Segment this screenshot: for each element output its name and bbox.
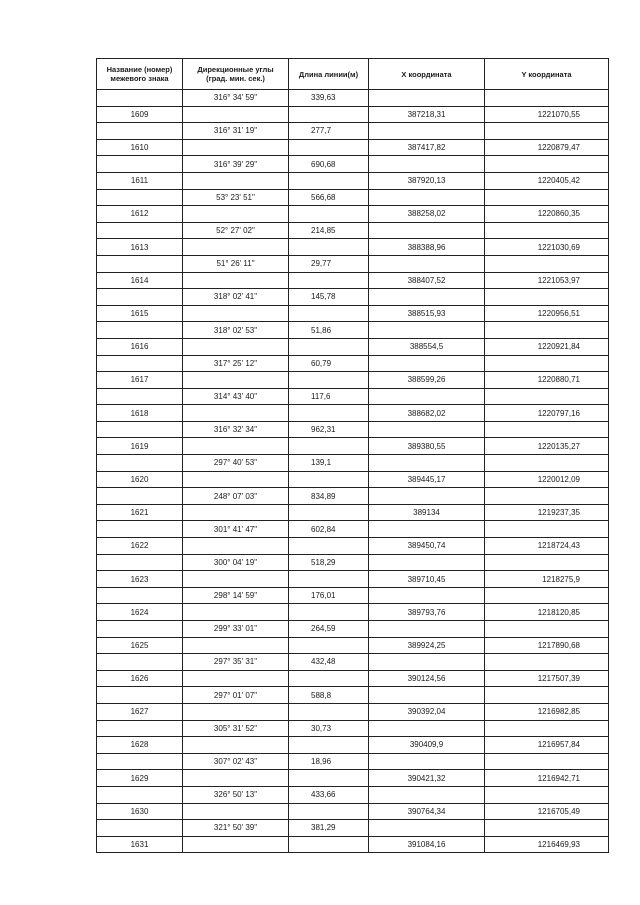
direction-angle-cell: [183, 438, 289, 455]
table-row: [97, 471, 609, 488]
line-length-cell: [289, 405, 369, 422]
table-row: [97, 388, 609, 405]
direction-angle-cell: 317° 25' 12": [183, 355, 289, 372]
x-coordinate-cell: [369, 753, 485, 770]
table-row: [97, 836, 609, 853]
direction-angle-cell: [183, 836, 289, 853]
table-row: [97, 571, 609, 588]
mark-name-cell: 1625: [97, 637, 183, 654]
line-length-cell: [289, 106, 369, 123]
y-coordinate-cell: [485, 753, 609, 770]
direction-angle-cell: [183, 338, 289, 355]
direction-angle-cell: 316° 39' 29": [183, 156, 289, 173]
mark-name-cell: 1623: [97, 571, 183, 588]
line-length-cell: [289, 770, 369, 787]
table-row: [97, 687, 609, 704]
direction-angle-cell: 51° 26' 11": [183, 255, 289, 272]
y-coordinate-cell: 1221053,97: [485, 272, 609, 289]
direction-angle-cell: [183, 372, 289, 389]
direction-angle-cell: 297° 40' 53": [183, 455, 289, 472]
direction-angle-cell: [183, 803, 289, 820]
x-coordinate-cell: [369, 90, 485, 107]
y-coordinate-cell: [485, 820, 609, 837]
direction-angle-cell: [183, 604, 289, 621]
x-coordinate-cell: 389793,76: [369, 604, 485, 621]
y-coordinate-cell: 1220135,27: [485, 438, 609, 455]
line-length-cell: 51,86: [289, 322, 369, 339]
table-row: [97, 621, 609, 638]
x-coordinate-cell: 388515,93: [369, 305, 485, 322]
direction-angle-cell: [183, 272, 289, 289]
y-coordinate-cell: [485, 322, 609, 339]
y-coordinate-cell: [485, 421, 609, 438]
x-coordinate-cell: 390764,34: [369, 803, 485, 820]
mark-name-cell: [97, 654, 183, 671]
boundary-coordinates-table: [96, 58, 609, 853]
mark-name-cell: 1627: [97, 703, 183, 720]
x-coordinate-cell: [369, 587, 485, 604]
mark-name-cell: 1621: [97, 504, 183, 521]
direction-angle-cell: [183, 504, 289, 521]
table-row: [97, 90, 609, 107]
table-row: [97, 239, 609, 256]
line-length-cell: 566,68: [289, 189, 369, 206]
mark-name-cell: 1616: [97, 338, 183, 355]
table-row: [97, 587, 609, 604]
table-row: [97, 803, 609, 820]
y-coordinate-cell: 1220012,09: [485, 471, 609, 488]
direction-angle-cell: 305° 31' 52": [183, 720, 289, 737]
mark-name-cell: [97, 222, 183, 239]
mark-name-cell: 1624: [97, 604, 183, 621]
x-coordinate-cell: [369, 255, 485, 272]
y-coordinate-cell: 1218724,43: [485, 538, 609, 555]
x-coordinate-cell: [369, 322, 485, 339]
x-coordinate-cell: [369, 521, 485, 538]
x-coordinate-cell: 388554,5: [369, 338, 485, 355]
direction-angle-cell: 52° 27' 02": [183, 222, 289, 239]
line-length-cell: [289, 338, 369, 355]
line-length-cell: 381,29: [289, 820, 369, 837]
mark-name-cell: 1619: [97, 438, 183, 455]
table-row: [97, 123, 609, 140]
y-coordinate-cell: 1220879,47: [485, 139, 609, 156]
direction-angle-cell: 318° 02' 53": [183, 322, 289, 339]
y-coordinate-cell: [485, 488, 609, 505]
x-coordinate-cell: 390409,9: [369, 737, 485, 754]
x-coordinate-cell: [369, 488, 485, 505]
x-coordinate-cell: 389445,17: [369, 471, 485, 488]
line-length-cell: 962,31: [289, 421, 369, 438]
mark-name-cell: 1630: [97, 803, 183, 820]
direction-angle-cell: 318° 02' 41": [183, 289, 289, 306]
line-length-cell: 518,29: [289, 554, 369, 571]
x-coordinate-cell: [369, 189, 485, 206]
direction-angle-cell: [183, 571, 289, 588]
line-length-cell: 690,68: [289, 156, 369, 173]
mark-name-cell: 1611: [97, 172, 183, 189]
direction-angle-cell: 316° 34' 59": [183, 90, 289, 107]
mark-name-cell: [97, 720, 183, 737]
table-row: [97, 289, 609, 306]
x-coordinate-cell: [369, 388, 485, 405]
mark-name-cell: [97, 687, 183, 704]
mark-name-cell: 1628: [97, 737, 183, 754]
direction-angle-cell: [183, 770, 289, 787]
mark-name-cell: [97, 388, 183, 405]
y-coordinate-cell: [485, 156, 609, 173]
mark-name-cell: [97, 123, 183, 140]
table-row: [97, 106, 609, 123]
table-row: [97, 272, 609, 289]
y-coordinate-cell: 1218120,85: [485, 604, 609, 621]
direction-angle-cell: 301° 41' 47": [183, 521, 289, 538]
y-coordinate-cell: [485, 521, 609, 538]
line-length-cell: [289, 305, 369, 322]
x-coordinate-cell: [369, 654, 485, 671]
mark-name-cell: [97, 421, 183, 438]
mark-name-cell: 1614: [97, 272, 183, 289]
table-row: [97, 703, 609, 720]
table-row: [97, 504, 609, 521]
x-coordinate-cell: [369, 222, 485, 239]
x-coordinate-cell: [369, 687, 485, 704]
table-row: [97, 538, 609, 555]
line-length-cell: [289, 803, 369, 820]
x-coordinate-cell: 389924,25: [369, 637, 485, 654]
y-coordinate-cell: [485, 720, 609, 737]
mark-name-cell: [97, 156, 183, 173]
line-length-cell: 264,59: [289, 621, 369, 638]
direction-angle-cell: 307° 02' 43": [183, 753, 289, 770]
direction-angle-cell: 300° 04' 19": [183, 554, 289, 571]
table-row: [97, 255, 609, 272]
y-coordinate-cell: 1220880,71: [485, 372, 609, 389]
y-coordinate-cell: 1217507,39: [485, 670, 609, 687]
y-coordinate-cell: 1216942,71: [485, 770, 609, 787]
mark-name-cell: 1613: [97, 239, 183, 256]
x-coordinate-cell: [369, 156, 485, 173]
line-length-cell: 834,89: [289, 488, 369, 505]
header-line-length: Длина линии(м): [289, 59, 369, 90]
line-length-cell: [289, 604, 369, 621]
table-row: [97, 222, 609, 239]
y-coordinate-cell: [485, 123, 609, 140]
y-coordinate-cell: [485, 621, 609, 638]
line-length-cell: 432,48: [289, 654, 369, 671]
table-body: [97, 90, 609, 853]
direction-angle-cell: [183, 637, 289, 654]
mark-name-cell: 1609: [97, 106, 183, 123]
mark-name-cell: [97, 753, 183, 770]
mark-name-cell: 1620: [97, 471, 183, 488]
x-coordinate-cell: 389380,55: [369, 438, 485, 455]
x-coordinate-cell: [369, 455, 485, 472]
header-direction-angle: Дирекционные углы (град. мин. сек.): [183, 59, 289, 90]
direction-angle-cell: [183, 737, 289, 754]
line-length-cell: 139,1: [289, 455, 369, 472]
table-row: [97, 372, 609, 389]
y-coordinate-cell: 1221030,69: [485, 239, 609, 256]
x-coordinate-cell: [369, 421, 485, 438]
line-length-cell: 433,66: [289, 786, 369, 803]
x-coordinate-cell: 389134: [369, 504, 485, 521]
mark-name-cell: 1615: [97, 305, 183, 322]
table-row: [97, 820, 609, 837]
direction-angle-cell: [183, 172, 289, 189]
table-row: [97, 139, 609, 156]
x-coordinate-cell: [369, 621, 485, 638]
y-coordinate-cell: 1216957,84: [485, 737, 609, 754]
mark-name-cell: [97, 587, 183, 604]
table-row: [97, 172, 609, 189]
direction-angle-cell: 316° 31' 19": [183, 123, 289, 140]
direction-angle-cell: 326° 50' 13": [183, 786, 289, 803]
y-coordinate-cell: [485, 455, 609, 472]
line-length-cell: 214,85: [289, 222, 369, 239]
x-coordinate-cell: 389450,74: [369, 538, 485, 555]
x-coordinate-cell: [369, 820, 485, 837]
direction-angle-cell: 53° 23' 51": [183, 189, 289, 206]
table-row: [97, 488, 609, 505]
y-coordinate-cell: [485, 786, 609, 803]
mark-name-cell: [97, 255, 183, 272]
direction-angle-cell: 316° 32' 34": [183, 421, 289, 438]
table-row: [97, 720, 609, 737]
direction-angle-cell: [183, 703, 289, 720]
mark-name-cell: [97, 786, 183, 803]
y-coordinate-cell: [485, 687, 609, 704]
direction-angle-cell: 298° 14' 59": [183, 587, 289, 604]
header-mark-name: Название (номер) межевого знака: [97, 59, 183, 90]
direction-angle-cell: [183, 305, 289, 322]
table-row: [97, 737, 609, 754]
x-coordinate-cell: [369, 554, 485, 571]
line-length-cell: 117,6: [289, 388, 369, 405]
table-row: [97, 770, 609, 787]
line-length-cell: 176,01: [289, 587, 369, 604]
mark-name-cell: [97, 820, 183, 837]
mark-name-cell: 1612: [97, 206, 183, 223]
table-header-row: [97, 59, 609, 90]
direction-angle-cell: [183, 206, 289, 223]
line-length-cell: [289, 538, 369, 555]
line-length-cell: [289, 504, 369, 521]
direction-angle-cell: [183, 139, 289, 156]
line-length-cell: [289, 571, 369, 588]
x-coordinate-cell: 388388,96: [369, 239, 485, 256]
mark-name-cell: 1631: [97, 836, 183, 853]
line-length-cell: 30,73: [289, 720, 369, 737]
y-coordinate-cell: 1220956,51: [485, 305, 609, 322]
table-row: [97, 338, 609, 355]
x-coordinate-cell: [369, 289, 485, 306]
x-coordinate-cell: [369, 355, 485, 372]
header-x-coordinate: X координата: [369, 59, 485, 90]
x-coordinate-cell: 389710,45: [369, 571, 485, 588]
y-coordinate-cell: [485, 222, 609, 239]
table-row: [97, 438, 609, 455]
line-length-cell: 588,8: [289, 687, 369, 704]
y-coordinate-cell: 1220405,42: [485, 172, 609, 189]
x-coordinate-cell: 390421,32: [369, 770, 485, 787]
table-row: [97, 189, 609, 206]
y-coordinate-cell: 1220921,84: [485, 338, 609, 355]
direction-angle-cell: [183, 538, 289, 555]
mark-name-cell: [97, 488, 183, 505]
mark-name-cell: [97, 455, 183, 472]
y-coordinate-cell: [485, 654, 609, 671]
direction-angle-cell: 321° 50' 39": [183, 820, 289, 837]
direction-angle-cell: 297° 01' 07": [183, 687, 289, 704]
x-coordinate-cell: [369, 720, 485, 737]
y-coordinate-cell: [485, 189, 609, 206]
table-row: [97, 753, 609, 770]
table-row: [97, 637, 609, 654]
direction-angle-cell: [183, 405, 289, 422]
y-coordinate-cell: [485, 587, 609, 604]
table-row: [97, 305, 609, 322]
mark-name-cell: [97, 322, 183, 339]
mark-name-cell: 1617: [97, 372, 183, 389]
x-coordinate-cell: 388599,26: [369, 372, 485, 389]
y-coordinate-cell: 1216982,85: [485, 703, 609, 720]
x-coordinate-cell: 387920,13: [369, 172, 485, 189]
line-length-cell: [289, 239, 369, 256]
y-coordinate-cell: 1221070,55: [485, 106, 609, 123]
line-length-cell: 60,79: [289, 355, 369, 372]
y-coordinate-cell: 1216705,49: [485, 803, 609, 820]
line-length-cell: 339,63: [289, 90, 369, 107]
y-coordinate-cell: [485, 388, 609, 405]
x-coordinate-cell: 388407,52: [369, 272, 485, 289]
table-row: [97, 604, 609, 621]
direction-angle-cell: [183, 471, 289, 488]
table-row: [97, 355, 609, 372]
mark-name-cell: 1629: [97, 770, 183, 787]
line-length-cell: [289, 206, 369, 223]
table-row: [97, 206, 609, 223]
mark-name-cell: 1618: [97, 405, 183, 422]
y-coordinate-cell: [485, 554, 609, 571]
y-coordinate-cell: 1218275,9: [485, 571, 609, 588]
mark-name-cell: [97, 189, 183, 206]
line-length-cell: 18,96: [289, 753, 369, 770]
line-length-cell: [289, 438, 369, 455]
y-coordinate-cell: [485, 255, 609, 272]
x-coordinate-cell: [369, 786, 485, 803]
y-coordinate-cell: 1219237,35: [485, 504, 609, 521]
line-length-cell: [289, 703, 369, 720]
direction-angle-cell: [183, 106, 289, 123]
mark-name-cell: 1610: [97, 139, 183, 156]
y-coordinate-cell: 1220797,16: [485, 405, 609, 422]
line-length-cell: [289, 471, 369, 488]
direction-angle-cell: [183, 239, 289, 256]
x-coordinate-cell: [369, 123, 485, 140]
table-row: [97, 322, 609, 339]
line-length-cell: [289, 139, 369, 156]
mark-name-cell: [97, 621, 183, 638]
x-coordinate-cell: 387218,31: [369, 106, 485, 123]
line-length-cell: [289, 836, 369, 853]
y-coordinate-cell: 1217890,68: [485, 637, 609, 654]
table-row: [97, 654, 609, 671]
direction-angle-cell: [183, 670, 289, 687]
mark-name-cell: [97, 521, 183, 538]
line-length-cell: 29,77: [289, 255, 369, 272]
line-length-cell: [289, 737, 369, 754]
table-row: [97, 786, 609, 803]
line-length-cell: [289, 172, 369, 189]
x-coordinate-cell: 388258,02: [369, 206, 485, 223]
line-length-cell: 145,78: [289, 289, 369, 306]
header-y-coordinate: Y координата: [485, 59, 609, 90]
mark-name-cell: [97, 554, 183, 571]
table-row: [97, 554, 609, 571]
y-coordinate-cell: 1216469,93: [485, 836, 609, 853]
line-length-cell: 602,84: [289, 521, 369, 538]
y-coordinate-cell: [485, 90, 609, 107]
x-coordinate-cell: 388682,02: [369, 405, 485, 422]
y-coordinate-cell: [485, 355, 609, 372]
mark-name-cell: [97, 355, 183, 372]
line-length-cell: 277,7: [289, 123, 369, 140]
table-row: [97, 521, 609, 538]
mark-name-cell: 1626: [97, 670, 183, 687]
table-row: [97, 421, 609, 438]
table-row: [97, 455, 609, 472]
line-length-cell: [289, 272, 369, 289]
direction-angle-cell: 248° 07' 03": [183, 488, 289, 505]
x-coordinate-cell: 387417,82: [369, 139, 485, 156]
direction-angle-cell: 299° 33' 01": [183, 621, 289, 638]
x-coordinate-cell: 390392,04: [369, 703, 485, 720]
direction-angle-cell: 314° 43' 40": [183, 388, 289, 405]
x-coordinate-cell: 390124,56: [369, 670, 485, 687]
line-length-cell: [289, 670, 369, 687]
mark-name-cell: 1622: [97, 538, 183, 555]
x-coordinate-cell: 391084,16: [369, 836, 485, 853]
table-row: [97, 156, 609, 173]
mark-name-cell: [97, 90, 183, 107]
line-length-cell: [289, 637, 369, 654]
table-row: [97, 405, 609, 422]
y-coordinate-cell: [485, 289, 609, 306]
mark-name-cell: [97, 289, 183, 306]
line-length-cell: [289, 372, 369, 389]
direction-angle-cell: 297° 35' 31": [183, 654, 289, 671]
table-row: [97, 670, 609, 687]
y-coordinate-cell: 1220860,35: [485, 206, 609, 223]
